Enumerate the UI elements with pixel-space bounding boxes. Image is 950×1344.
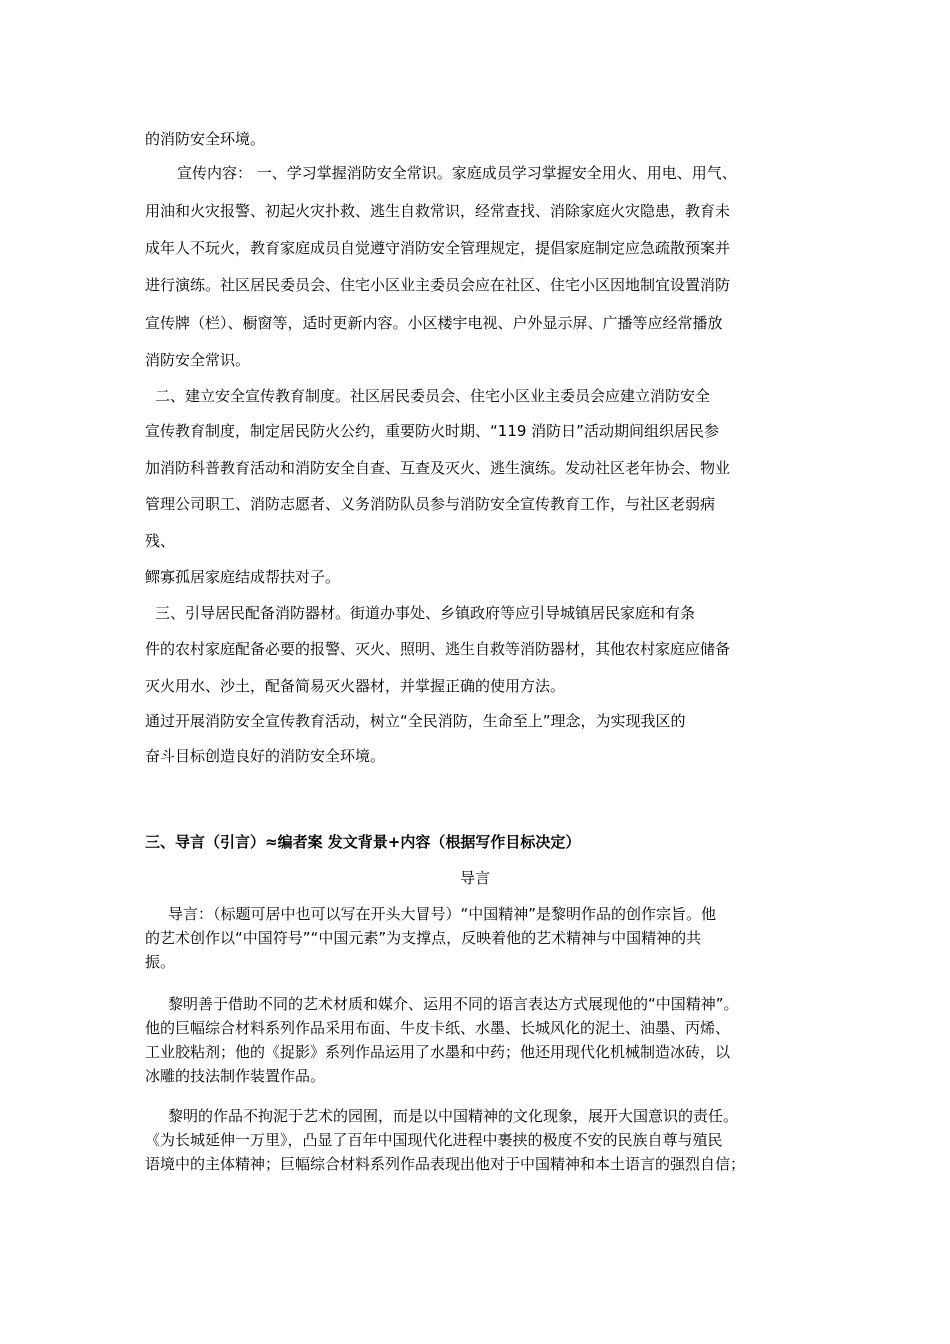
paragraph-line: 宣传内容： 一、学习掌握消防安全常识。家庭成员学习掌握安全用火、用电、用气、 — [177, 164, 737, 182]
paragraph-line: 黎明的作品不拘泥于艺术的园囿，而是以中国精神的文化现象，展开大国意识的责任。 — [168, 1107, 739, 1125]
paragraph-line: 进行演练。社区居民委员会、住宅小区业主委员会应在社区、住宅小区因地制宜设置消防 — [145, 276, 731, 294]
paragraph-line: 三、引导居民配备消防器材。街道办事处、乡镇政府等应引导城镇居民家庭和有条 — [155, 604, 696, 622]
paragraph-line: 的艺术创作以“中国符号”“中国元素”为支撑点，反映着他的艺术精神与中国精神的共 — [145, 929, 702, 947]
paragraph-line: 用油和火灾报警、初起火灾扑救、逃生自救常识，经常查找、消除家庭火灾隐患，教育未 — [145, 202, 731, 220]
paragraph-line: 件的农村家庭配备必要的报警、灭火、照明、逃生自救等消防器材，其他农村家庭应储备 — [145, 640, 731, 658]
paragraph-line: 鳏寡孤居家庭结成帮扶对子。 — [145, 568, 341, 586]
paragraph-line: 他的巨幅综合材料系列作品采用布面、牛皮卡纸、水墨、长城风化的泥土、油墨、丙烯、 — [145, 1019, 731, 1037]
paragraph-line: 冰雕的技法制作装置作品。 — [145, 1067, 326, 1085]
paragraph-line: 宣传牌（栏）、橱窗等，适时更新内容。小区楼宇电视、户外显示屏、广播等应经常播放 — [145, 314, 723, 332]
paragraph-line: 黎明善于借助不同的艺术材质和媒介、运用不同的语言表达方式展现他的“中国精神”。 — [168, 995, 739, 1013]
paragraph-line: 消防安全常识。 — [145, 351, 251, 369]
paragraph-line: 灭火用水、沙土，配备简易灭火器材，并掌握正确的使用方法。 — [145, 677, 566, 695]
paragraph-line: 通过开展消防安全宣传教育活动，树立“全民消防，生命至上”理念，为实现我区的 — [145, 712, 686, 730]
paragraph-line: 语境中的主体精神；巨幅综合材料系列作品表现出他对于中国精神和本土语言的强烈自信； — [145, 1155, 746, 1173]
paragraph-line: 奋斗目标创造良好的消防安全环境。 — [145, 747, 386, 765]
paragraph-line: 加消防科普教育活动和消防安全自查、互查及灭火、逃生演练。发动社区老年协会、物业 — [145, 459, 731, 477]
paragraph-line: 管理公司职工、消防志愿者、义务消防队员参与消防安全宣传教育工作，与社区老弱病 — [145, 495, 716, 513]
section-subtitle: 导言 — [459, 869, 490, 887]
paragraph-line: 《为长城延伸一万里》，凸显了百年中国现代化进程中裹挟的极度不安的民族自尊与殖民 — [145, 1131, 723, 1149]
paragraph-line: 残、 — [145, 532, 176, 550]
paragraph-line: 二、建立安全宣传教育制度。社区居民委员会、住宅小区业主委员会应建立消防安全 — [155, 387, 711, 405]
paragraph-line: 的消防安全环境。 — [145, 130, 266, 148]
paragraph-line: 工业胶粘剂；他的《捉影》系列作品运用了水墨和中药；他还用现代化机械制造冰砖，以 — [145, 1043, 731, 1061]
paragraph-line: 振。 — [145, 953, 176, 971]
section-heading: 三、导言（引言）≈编者案 发文背景+内容（根据写作目标决定） — [145, 833, 581, 851]
paragraph-line: 宣传教育制度，制定居民防火公约，重要防火时期、“119 消防日”活动期间组织居民参 — [145, 422, 719, 440]
paragraph-line: 导言：（标题可居中也可以写在开头大冒号）“中国精神”是黎明作品的创作宗旨。他 — [168, 905, 717, 923]
paragraph-line: 成年人不玩火，教育家庭成员自觉遵守消防安全管理规定，提倡家庭制定应急疏散预案并 — [145, 239, 731, 257]
